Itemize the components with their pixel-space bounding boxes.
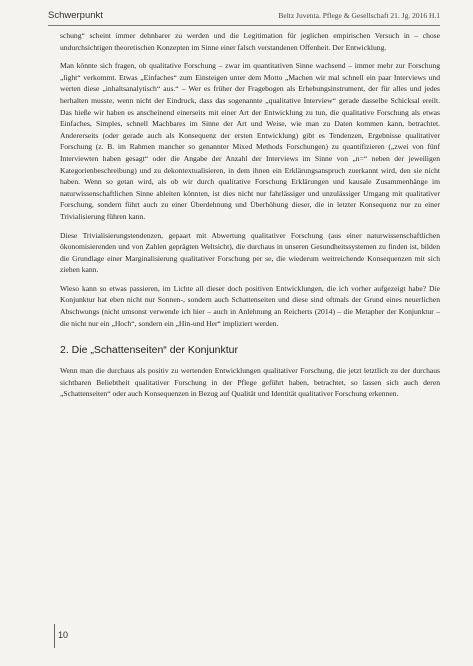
journal-reference: Beltz Juventa. Pflege & Gesellschaft 21. Jg. 2016 H.1 (278, 11, 440, 20)
paragraph-5: Wenn man die durchaus als positiv zu wertenden Entwicklungen qualitativer Forschung, die jetzt letztlich zu der durchaus sichtbaren Beliebtheit qualitativer Forschung in der Pflege geführt haben, betrachtet, so lassen sich auch deren „Schattenseiten“ oder auch Konsequenzen in Bezug auf Qualität und Identität qualitativer Forschung erkennen. (60, 366, 440, 399)
footer-rule (54, 624, 55, 648)
article-body (60, 30, 440, 407)
paragraph-3: Diese Trivialisierungstendenzen, gepaart mit Abwertung qualitativer Forschung (aus einer naturwissenschaftlichen ökonomisierenden und von Zahlen geprägten Weltsicht), die durchaus in unseren Gesundheitssystemen zu finden ist, bilden die Grundlage einer Marginalisierung qualitativer Forschung per se, die wiederum weitreichende Konsequenzen mit sich ziehen kann. (60, 230, 440, 275)
paragraph-1: schung“ scheint immer dehnbarer zu werden und die Legitimation für jeglichen empirischen Versuch in – chose undurchsichtigen theoretischen Konzepten im Sinne einer falsch verstandenen Offenheit. Der Entwicklung. (60, 31, 440, 52)
paragraph-4: Wieso kann so etwas passieren, im Lichte all dieser doch positiven Entwicklungen, die ich vorher aufgezeigt habe? Die Konjunktur hat eben nicht nur Sonnen-, sondern auch Schattenseiten und diese sind oftmals der Grund eines neuerlichen Abschwungs (nicht umsonst verwende ich hier – auch in Anlehnung an Reicherts (2014) – die Metapher der Konjunktur – die nicht nur ein „Hoch“, sondern ein „Hin-und Her“ impliziert werden. (60, 283, 440, 328)
section-label: Schwerpunkt (48, 10, 103, 21)
section-heading: 2. Die „Schattenseiten“ der Konjunktur (60, 344, 239, 357)
page-header (48, 10, 440, 26)
page-number: 10 (58, 630, 69, 640)
paragraph-2: Man könnte sich fragen, ob qualitative Forschung – zwar im quantitativen Sinne wachsend – immer mehr zur Forschung „light“ verkommt. Etwas „Einfaches“ zum Einsteigen unter dem Motto „Machen wir mal schnell ein paar Interviews und werten diese „inhaltsanalytisch“ aus.“ – Wer es früher der Fragebogen als Erhebungsinstrument, der für alles und jedes herhalten musste, wenn nicht der Eindruck, dass das sogenannte „qualitative Interview“ gerade dasselbe Schicksal ereilt. Das hieße wir haben es anscheinend einerseits mit einer Art der Entwicklung zu tun, die qualitative Forschung als etwas Einfaches, Simples, schnell Machbares im Sinne der Art und Weise, wie man zu Daten kommen kann, betrachtet. Andererseits (oder gerade auch als Konsequenz der ersten Entwicklung) gibt es Tendenzen, Ergebnisse qualitativer Forschung (z. B. im Rahmen mancher so genannter Mixed Methods Forschungen) zu quantifizieren („zwei von fünf Interviewten haben gesagt“ oder die Angabe der Anzahl der Interviews im Sinne von „n=“ neben der jeweiligen Kategorienbeschreibung) und zu dekontextualisieren, in dem ihnen ein Erklärungsanspruch zuerkannt wird, den sie nicht haben. Wenn so getan wird, als ob wir durch qualitative Forschung Erklärungen und kausale Zusammenhänge im naturwissenschaftlichen Sinne ableiten könnten, ist dies nicht nur fahrlässiger und unzulässiger Umgang mit qualitativer Forschung, sondern führt auch zu einer Überdehnung und Überhöhung dieser, die in letzter Konsequenz nur zu einer Trivialisierung führen kann. (60, 61, 440, 221)
header-rule (48, 25, 440, 26)
